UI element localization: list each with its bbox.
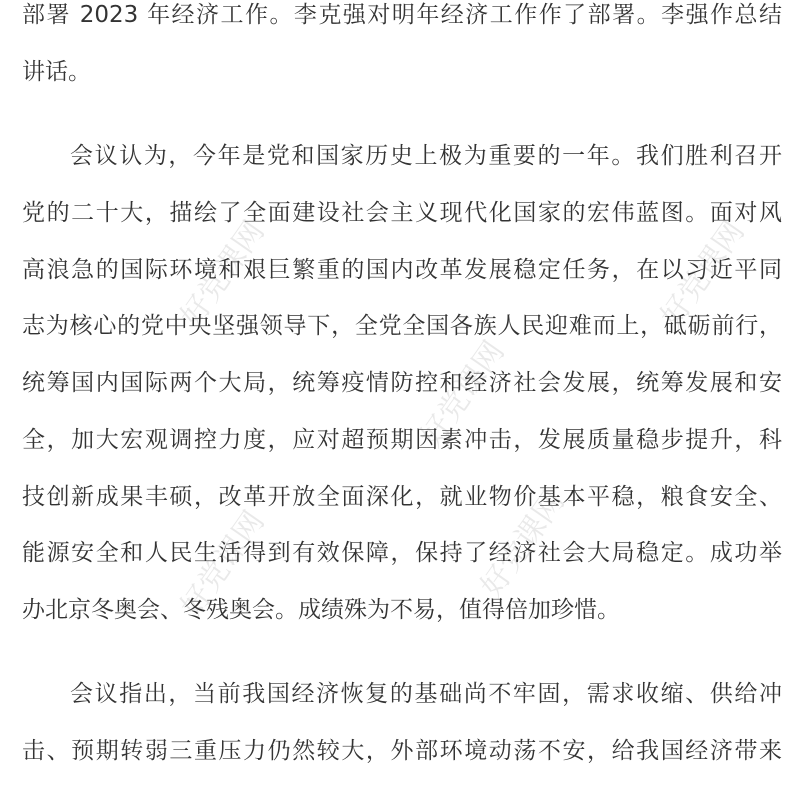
paragraph-line: 志为核心的党中央坚强领导下，全党全国各族人民迎难而上，砥砺前行， (22, 313, 782, 339)
paragraph-line: 会议指出，当前我国经济恢复的基础尚不牢固，需求收缩、供给冲 (70, 681, 782, 707)
paragraph-line: 会议认为，今年是党和国家历史上极为重要的一年。我们胜利召开 (70, 143, 782, 169)
paragraph-line: 全，加大宏观调控力度，应对超预期因素冲击，发展质量稳步提升，科 (22, 427, 782, 453)
watermark: 好党课网 (414, 334, 512, 454)
paragraph-line: 能源安全和人民生活得到有效保障，保持了经济社会大局稳定。成功举 (22, 540, 782, 566)
paragraph-line: 技创新成果丰硕，改革开放全面深化，就业物价基本平稳，粮食安全、 (22, 484, 782, 510)
watermark: 好党课网 (174, 214, 272, 334)
paragraph-line: 部署 2023 年经济工作。李克强对明年经济工作作了部署。李强作总结 (22, 2, 782, 28)
paragraph-line: 办北京冬奥会、冬残奥会。成绩殊为不易，值得倍加珍惜。 (22, 597, 620, 623)
watermark: 好党课网 (174, 504, 272, 624)
watermark: 好党课网 (654, 214, 752, 334)
paragraph-line: 高浪急的国际环境和艰巨繁重的国内改革发展稳定任务，在以习近平同 (22, 257, 782, 283)
watermark: 好党课网 (474, 484, 572, 604)
paragraph-line: 讲话。 (22, 59, 91, 85)
paragraph-line: 党的二十大，描绘了全面建设社会主义现代化国家的宏伟蓝图。面对风 (22, 200, 782, 226)
paragraph-line: 击、预期转弱三重压力仍然较大，外部环境动荡不安，给我国经济带来 (22, 738, 782, 764)
paragraph-line: 统筹国内国际两个大局，统筹疫情防控和经济社会发展，统筹发展和安 (22, 370, 782, 396)
